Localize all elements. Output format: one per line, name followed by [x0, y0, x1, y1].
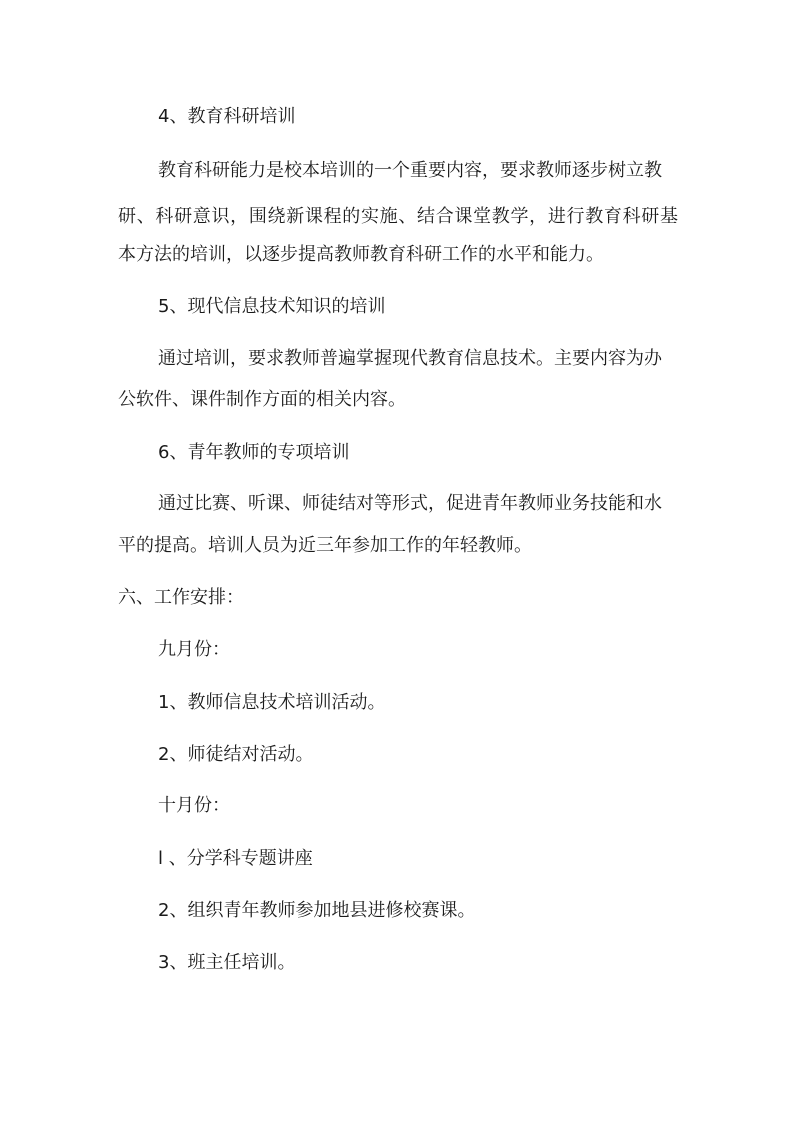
para-5-line-1: 通过培训，要求教师普遍掌握现代教育信息技术。主要内容为办	[158, 348, 662, 369]
october-item-2: 2、组织青年教师参加地县进修校赛课。	[158, 900, 476, 921]
para-4-line-1: 教育科研能力是校本培训的一个重要内容，要求教师逐步树立教	[158, 160, 662, 181]
para-4-line-3: 本方法的培训，以逐步提高教师教育科研工作的水平和能力。	[118, 244, 604, 265]
heading-4: 4、教育科研培训	[158, 106, 296, 127]
october-item-3: 3、班主任培训。	[158, 952, 296, 973]
september-label: 九月份：	[158, 639, 230, 660]
para-6-line-2: 平的提高。培训人员为近三年参加工作的年轻教师。	[118, 535, 532, 556]
para-5-line-2: 公软件、课件制作方面的相关内容。	[118, 389, 406, 410]
section-title: 六、工作安排：	[118, 587, 244, 608]
october-label: 十月份：	[158, 795, 230, 816]
para-6-line-1: 通过比赛、听课、师徒结对等形式，促进青年教师业务技能和水	[158, 493, 662, 514]
heading-5: 5、现代信息技术知识的培训	[158, 296, 386, 317]
september-item-2: 2、师徒结对活动。	[158, 744, 314, 765]
october-item-1: l 、分学科专题讲座	[158, 848, 313, 869]
para-4-line-2: 研、科研意识，围绕新课程的实施、结合课堂教学，进行教育科研基	[118, 206, 678, 227]
heading-6: 6、青年教师的专项培训	[158, 442, 350, 463]
september-item-1: 1、教师信息技术培训活动。	[158, 692, 386, 713]
